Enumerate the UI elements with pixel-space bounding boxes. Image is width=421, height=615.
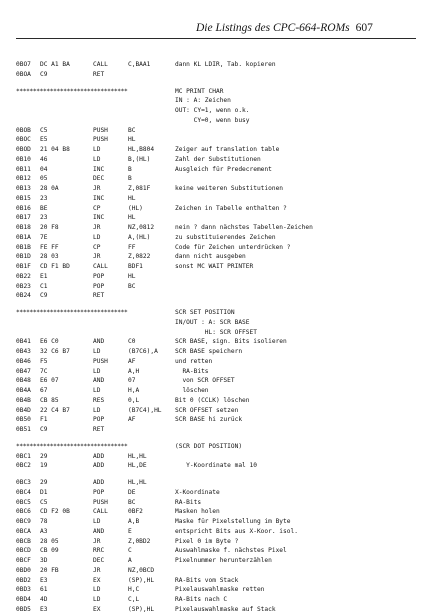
comment: Auswahlmaske f. nächstes Pixel <box>175 547 287 555</box>
hex-bytes: 7C <box>40 367 48 375</box>
operands: 07 <box>128 377 136 385</box>
comment: IN : A: Zeichen <box>175 97 231 105</box>
comment: RA-Bits <box>175 498 202 506</box>
listing-line <box>16 376 416 386</box>
comment: Code für Zeichen unterdrücken ? <box>175 243 291 251</box>
address: 0B23 <box>16 282 31 290</box>
section-separator <box>16 442 416 452</box>
address: 0BD0 <box>16 566 31 574</box>
listing-line <box>16 155 416 165</box>
listing-line <box>16 223 416 233</box>
hex-bytes: 61 <box>40 586 48 594</box>
operands: (B7C6),A <box>128 348 158 355</box>
hex-bytes: 28 0A <box>40 185 59 192</box>
operands: (B7C4),HL <box>128 406 162 414</box>
listing-line <box>16 488 416 498</box>
operands: H,A <box>128 387 140 394</box>
hex-bytes: C9 <box>40 292 48 300</box>
hex-bytes: C5 <box>40 126 48 134</box>
comment: entspricht Bits aus X-Koor. isol. <box>175 527 298 535</box>
listing-line <box>16 367 416 377</box>
operands: AF <box>128 357 136 365</box>
operands: BDF1 <box>128 263 143 270</box>
comment: RA-Bits <box>175 367 209 375</box>
hex-bytes: 46 <box>40 155 48 163</box>
listing-line <box>16 347 416 357</box>
operands: BC <box>128 126 136 134</box>
listing-line <box>16 425 416 435</box>
opcode: DEC <box>93 557 105 564</box>
opcode: AND <box>93 527 105 535</box>
listing-line <box>16 576 416 586</box>
hex-bytes: C5 <box>40 498 48 506</box>
operands: DE <box>128 488 136 496</box>
comment: RA-Bits nach C <box>175 596 228 603</box>
operands: NZ,0812 <box>128 224 155 231</box>
listing-line <box>16 585 416 595</box>
hex-bytes: 32 C6 B7 <box>40 348 70 355</box>
hex-bytes: F1 <box>40 416 48 424</box>
comment: CY=0, wenn busy <box>175 116 250 124</box>
blank-line <box>16 80 416 87</box>
hex-bytes: E3 <box>40 576 48 584</box>
comment: Pixel 0 im Byte ? <box>175 537 239 545</box>
address: 0B11 <box>16 165 31 173</box>
listing-line <box>16 452 416 462</box>
comment: keine weiteren Substitutionen <box>175 185 284 192</box>
listing-line <box>16 96 416 106</box>
listing-line <box>16 165 416 175</box>
comment: Maske für Pixelstellung im Byte <box>175 518 291 525</box>
listing-line <box>16 145 416 155</box>
address: 0BO7 <box>16 61 31 68</box>
operands: A,B <box>128 518 140 525</box>
address: 0B4D <box>16 406 31 414</box>
hex-bytes: E6 07 <box>40 377 59 385</box>
opcode: LD <box>93 155 101 163</box>
opcode: POP <box>93 272 105 280</box>
listing-line <box>16 415 416 425</box>
operands: A,(HL) <box>128 233 151 241</box>
address: 0BOB <box>16 126 31 134</box>
listing-line <box>16 566 416 576</box>
comment: RA-Bits vom Stack <box>175 576 239 584</box>
opcode: CALL <box>93 263 108 270</box>
operands: BC <box>128 282 136 290</box>
comment: löschen <box>175 387 209 394</box>
opcode: INC <box>93 214 105 222</box>
comment: dann nicht ausgeben <box>175 253 246 261</box>
hex-bytes: 67 <box>40 387 48 394</box>
comment: Pixelauswahlmaske retten <box>175 586 265 594</box>
operands: C <box>128 547 132 555</box>
opcode: EX <box>93 576 101 584</box>
section-separator <box>16 308 416 318</box>
operands: HL,DE <box>128 462 147 470</box>
address: 0B41 <box>16 338 31 346</box>
operands: HL,B804 <box>128 146 155 153</box>
asterisk-rule: ********************************* <box>16 87 128 95</box>
operands: 0,L <box>128 396 140 404</box>
operands: E <box>128 527 132 535</box>
address: 0B48 <box>16 377 31 385</box>
opcode: RRC <box>93 547 105 555</box>
comment: Pixelnummer herunterzählen <box>175 557 272 564</box>
listing-line <box>16 243 416 253</box>
listing-line <box>16 498 416 508</box>
opcode: LD <box>93 233 101 241</box>
listing-line <box>16 537 416 547</box>
hex-bytes: A3 <box>40 527 48 535</box>
address: 0BC3 <box>16 479 31 486</box>
operands: A,H <box>128 367 140 375</box>
hex-bytes: CB 09 <box>40 547 59 555</box>
listing-line <box>16 135 416 145</box>
operands: FF <box>128 243 136 251</box>
asterisk-rule: ********************************* <box>16 309 128 316</box>
address: 0B1D <box>16 253 31 261</box>
listing-line <box>16 328 416 338</box>
address: 0BCA <box>16 527 31 535</box>
opcode: AND <box>93 338 105 346</box>
address: 0B13 <box>16 185 31 192</box>
hex-bytes: 21 04 B8 <box>40 146 70 153</box>
section-separator <box>16 87 416 97</box>
opcode: PUSH <box>93 357 108 365</box>
listing-line <box>16 282 416 292</box>
listing-line <box>16 233 416 243</box>
hex-bytes: D1 <box>40 488 48 496</box>
comment: Ausgleich für Predecrement <box>175 165 272 173</box>
operands: NZ,0BCD <box>128 566 155 574</box>
page-number: 607 <box>355 22 373 34</box>
operands: C,L <box>128 596 140 603</box>
opcode: CALL <box>93 508 108 516</box>
comment: SCR BASE speichern <box>175 348 243 355</box>
opcode: LD <box>93 387 101 394</box>
listing-line <box>16 252 416 262</box>
operands: HL <box>128 272 136 280</box>
comment: Pixelauswahlmaske auf Stack <box>175 605 276 613</box>
page-title: Die Listings des CPC-664-ROMs <box>196 22 350 34</box>
address: 0BOA <box>16 70 31 78</box>
operands: B,(HL) <box>128 155 151 163</box>
address: 0B51 <box>16 426 31 433</box>
opcode: LD <box>93 146 101 153</box>
hex-bytes: CB 85 <box>40 396 59 404</box>
address: 0B22 <box>16 272 31 280</box>
hex-bytes: CD F1 BD <box>40 263 70 270</box>
listing-line <box>16 517 416 527</box>
address: 0B4A <box>16 387 31 394</box>
opcode: JR <box>93 253 101 261</box>
comment: OUT: CY=1, wenn o.k. <box>175 107 250 114</box>
opcode: JR <box>93 566 101 574</box>
section-title: MC PRINT CHAR <box>175 87 224 95</box>
operands: Z,0822 <box>128 253 151 261</box>
address: 0BC1 <box>16 452 31 460</box>
opcode: LD <box>93 586 101 594</box>
opcode: ADD <box>93 479 105 486</box>
address: 0BD4 <box>16 596 31 603</box>
listing-line <box>16 106 416 116</box>
address: 0BOD <box>16 146 31 153</box>
hex-bytes: 20 FB <box>40 566 59 574</box>
opcode: AND <box>93 377 105 385</box>
blank-line <box>16 471 416 478</box>
section-title: (SCR DOT POSITION) <box>175 442 243 450</box>
opcode: CALL <box>93 61 108 68</box>
hex-bytes: E6 C0 <box>40 338 59 346</box>
opcode: PUSH <box>93 126 108 134</box>
opcode: JR <box>93 224 101 231</box>
comment: X-Koordinate <box>175 488 220 496</box>
asterisk-rule: ********************************* <box>16 442 128 450</box>
operands: HL,HL <box>128 452 147 460</box>
opcode: PUSH <box>93 136 108 144</box>
operands: (SP),HL <box>128 576 155 584</box>
operands: AF <box>128 416 136 424</box>
address: 0B16 <box>16 204 31 212</box>
address: 0BC9 <box>16 518 31 525</box>
address: 0B24 <box>16 292 31 300</box>
listing-line <box>16 174 416 184</box>
hex-bytes: CD F2 0B <box>40 508 70 516</box>
address: 0B10 <box>16 155 31 163</box>
hex-bytes: 3D <box>40 557 48 564</box>
page-header <box>196 22 416 34</box>
listing-line <box>16 556 416 566</box>
listing-line <box>16 337 416 347</box>
hex-bytes: C9 <box>40 70 48 78</box>
assembly-listing <box>16 60 416 615</box>
address: 0BCF <box>16 557 31 564</box>
operands: HL <box>128 214 136 222</box>
hex-bytes: 23 <box>40 214 48 222</box>
operands: B <box>128 165 132 173</box>
listing-line <box>16 291 416 301</box>
hex-bytes: 05 <box>40 175 48 183</box>
comment: HL: SCR OFFSET <box>175 328 257 336</box>
opcode: LD <box>93 596 101 603</box>
address: 0B50 <box>16 416 31 424</box>
opcode: DEC <box>93 175 105 183</box>
address: 0B1A <box>16 233 31 241</box>
hex-bytes: E1 <box>40 272 48 280</box>
address: 0BOC <box>16 136 31 144</box>
listing-line <box>16 357 416 367</box>
address: 0BC5 <box>16 498 31 506</box>
comment: SCR OFFSET setzen <box>175 406 239 414</box>
section-title: SCR SET POSITION <box>175 309 235 316</box>
blank-line <box>16 301 416 308</box>
address: 0B1B <box>16 243 31 251</box>
opcode: ADD <box>93 462 105 470</box>
address: 0B12 <box>16 175 31 183</box>
listing-line <box>16 184 416 194</box>
operands: 0BF2 <box>128 508 143 516</box>
address: 0BD5 <box>16 605 31 613</box>
listing-line <box>16 126 416 136</box>
listing-line <box>16 461 416 471</box>
hex-bytes: 22 C4 B7 <box>40 406 70 414</box>
hex-bytes: E3 <box>40 605 48 613</box>
listing-line <box>16 116 416 126</box>
comment: und retten <box>175 357 213 365</box>
hex-bytes: BE <box>40 204 48 212</box>
listing-line <box>16 386 416 396</box>
listing-line <box>16 213 416 223</box>
opcode: RET <box>93 70 105 78</box>
operands: H,C <box>128 586 140 594</box>
opcode: POP <box>93 416 105 424</box>
hex-bytes: DC A1 BA <box>40 61 70 68</box>
comment: von SCR OFFSET <box>175 377 235 385</box>
listing-line <box>16 396 416 406</box>
comment: zu substituierendes Zeichen <box>175 233 276 241</box>
opcode: CP <box>93 204 101 212</box>
hex-bytes: 28 03 <box>40 253 59 261</box>
listing-line <box>16 194 416 204</box>
comment: sonst MC WAIT PRINTER <box>175 263 254 270</box>
hex-bytes: C9 <box>40 426 48 433</box>
address: 0B46 <box>16 357 31 365</box>
operands: Z,0BD2 <box>128 537 151 545</box>
address: 0B1F <box>16 263 31 270</box>
hex-bytes: 29 <box>40 479 48 486</box>
operands: HL <box>128 194 136 202</box>
operands: (SP),HL <box>128 605 155 613</box>
address: 0BD3 <box>16 586 31 594</box>
comment: Zeiger auf translation table <box>175 146 280 153</box>
opcode: POP <box>93 488 105 496</box>
hex-bytes: 7E <box>40 233 48 241</box>
listing-line <box>16 204 416 214</box>
opcode: RET <box>93 292 105 300</box>
opcode: PUSH <box>93 498 108 506</box>
opcode: LD <box>93 367 101 375</box>
address: 0B43 <box>16 348 31 355</box>
listing-line <box>16 406 416 416</box>
listing-line <box>16 70 416 80</box>
listing-line <box>16 507 416 517</box>
comment: SCR BASE hi zurück <box>175 416 243 424</box>
operands: C,BAA1 <box>128 61 151 68</box>
listing-line <box>16 595 416 605</box>
hex-bytes: 23 <box>40 194 48 202</box>
hex-bytes: F5 <box>40 357 48 365</box>
address: 0B47 <box>16 367 31 375</box>
hex-bytes: FE FF <box>40 243 59 251</box>
comment: Y-Koordinate mal 10 <box>175 462 257 470</box>
listing-line <box>16 318 416 328</box>
hex-bytes: 4D <box>40 596 48 603</box>
operands: (HL) <box>128 204 143 212</box>
comment: Masken holen <box>175 508 220 516</box>
operands: BC <box>128 498 136 506</box>
address: 0BC4 <box>16 488 31 496</box>
comment: SCR BASE, sign. Bits isolieren <box>175 338 287 346</box>
operands: A <box>128 557 132 564</box>
hex-bytes: E5 <box>40 136 48 144</box>
hex-bytes: C1 <box>40 282 48 290</box>
address: 0BCD <box>16 547 31 555</box>
opcode: LD <box>93 348 101 355</box>
address: 0B18 <box>16 224 31 231</box>
operands: C0 <box>128 338 136 346</box>
listing-line <box>16 605 416 615</box>
operands: HL <box>128 136 136 144</box>
hex-bytes: 20 F8 <box>40 224 59 231</box>
comment: nein ? dann nächstes Tabellen-Zeichen <box>175 224 313 231</box>
comment: IN/OUT : A: SCR BASE <box>175 318 250 326</box>
operands: B <box>128 175 132 183</box>
listing-line <box>16 272 416 282</box>
address: 0B17 <box>16 214 31 222</box>
comment: Zahl der Substitutionen <box>175 155 261 163</box>
opcode: EX <box>93 605 101 613</box>
opcode: RES <box>93 396 105 404</box>
hex-bytes: 04 <box>40 165 48 173</box>
address: 0BC2 <box>16 462 31 470</box>
comment: Zeichen in Tabelle enthalten ? <box>175 204 287 212</box>
listing-line <box>16 262 416 272</box>
opcode: LD <box>93 406 101 414</box>
hex-bytes: 29 <box>40 452 48 460</box>
listing-line <box>16 60 416 70</box>
header-rule <box>16 38 416 39</box>
address: 0B15 <box>16 194 31 202</box>
hex-bytes: 19 <box>40 462 48 470</box>
opcode: JR <box>93 537 101 545</box>
comment: Bit 0 (CCLK) löschen <box>175 396 250 404</box>
listing-line <box>16 527 416 537</box>
opcode: JR <box>93 185 101 192</box>
address: 0BC6 <box>16 508 31 516</box>
address: 0B4B <box>16 396 31 404</box>
comment: dann KL LDIR, Tab. kopieren <box>175 61 276 68</box>
hex-bytes: 28 05 <box>40 537 59 545</box>
operands: HL,HL <box>128 479 147 486</box>
opcode: LD <box>93 518 101 525</box>
listing-line <box>16 546 416 556</box>
opcode: CP <box>93 243 101 251</box>
address: 0BCB <box>16 537 31 545</box>
opcode: RET <box>93 426 105 433</box>
hex-bytes: 78 <box>40 518 48 525</box>
opcode: ADD <box>93 452 105 460</box>
opcode: INC <box>93 194 105 202</box>
opcode: INC <box>93 165 105 173</box>
opcode: POP <box>93 282 105 290</box>
operands: Z,081F <box>128 185 151 192</box>
blank-line <box>16 435 416 442</box>
listing-line <box>16 478 416 488</box>
address: 0BD2 <box>16 576 31 584</box>
